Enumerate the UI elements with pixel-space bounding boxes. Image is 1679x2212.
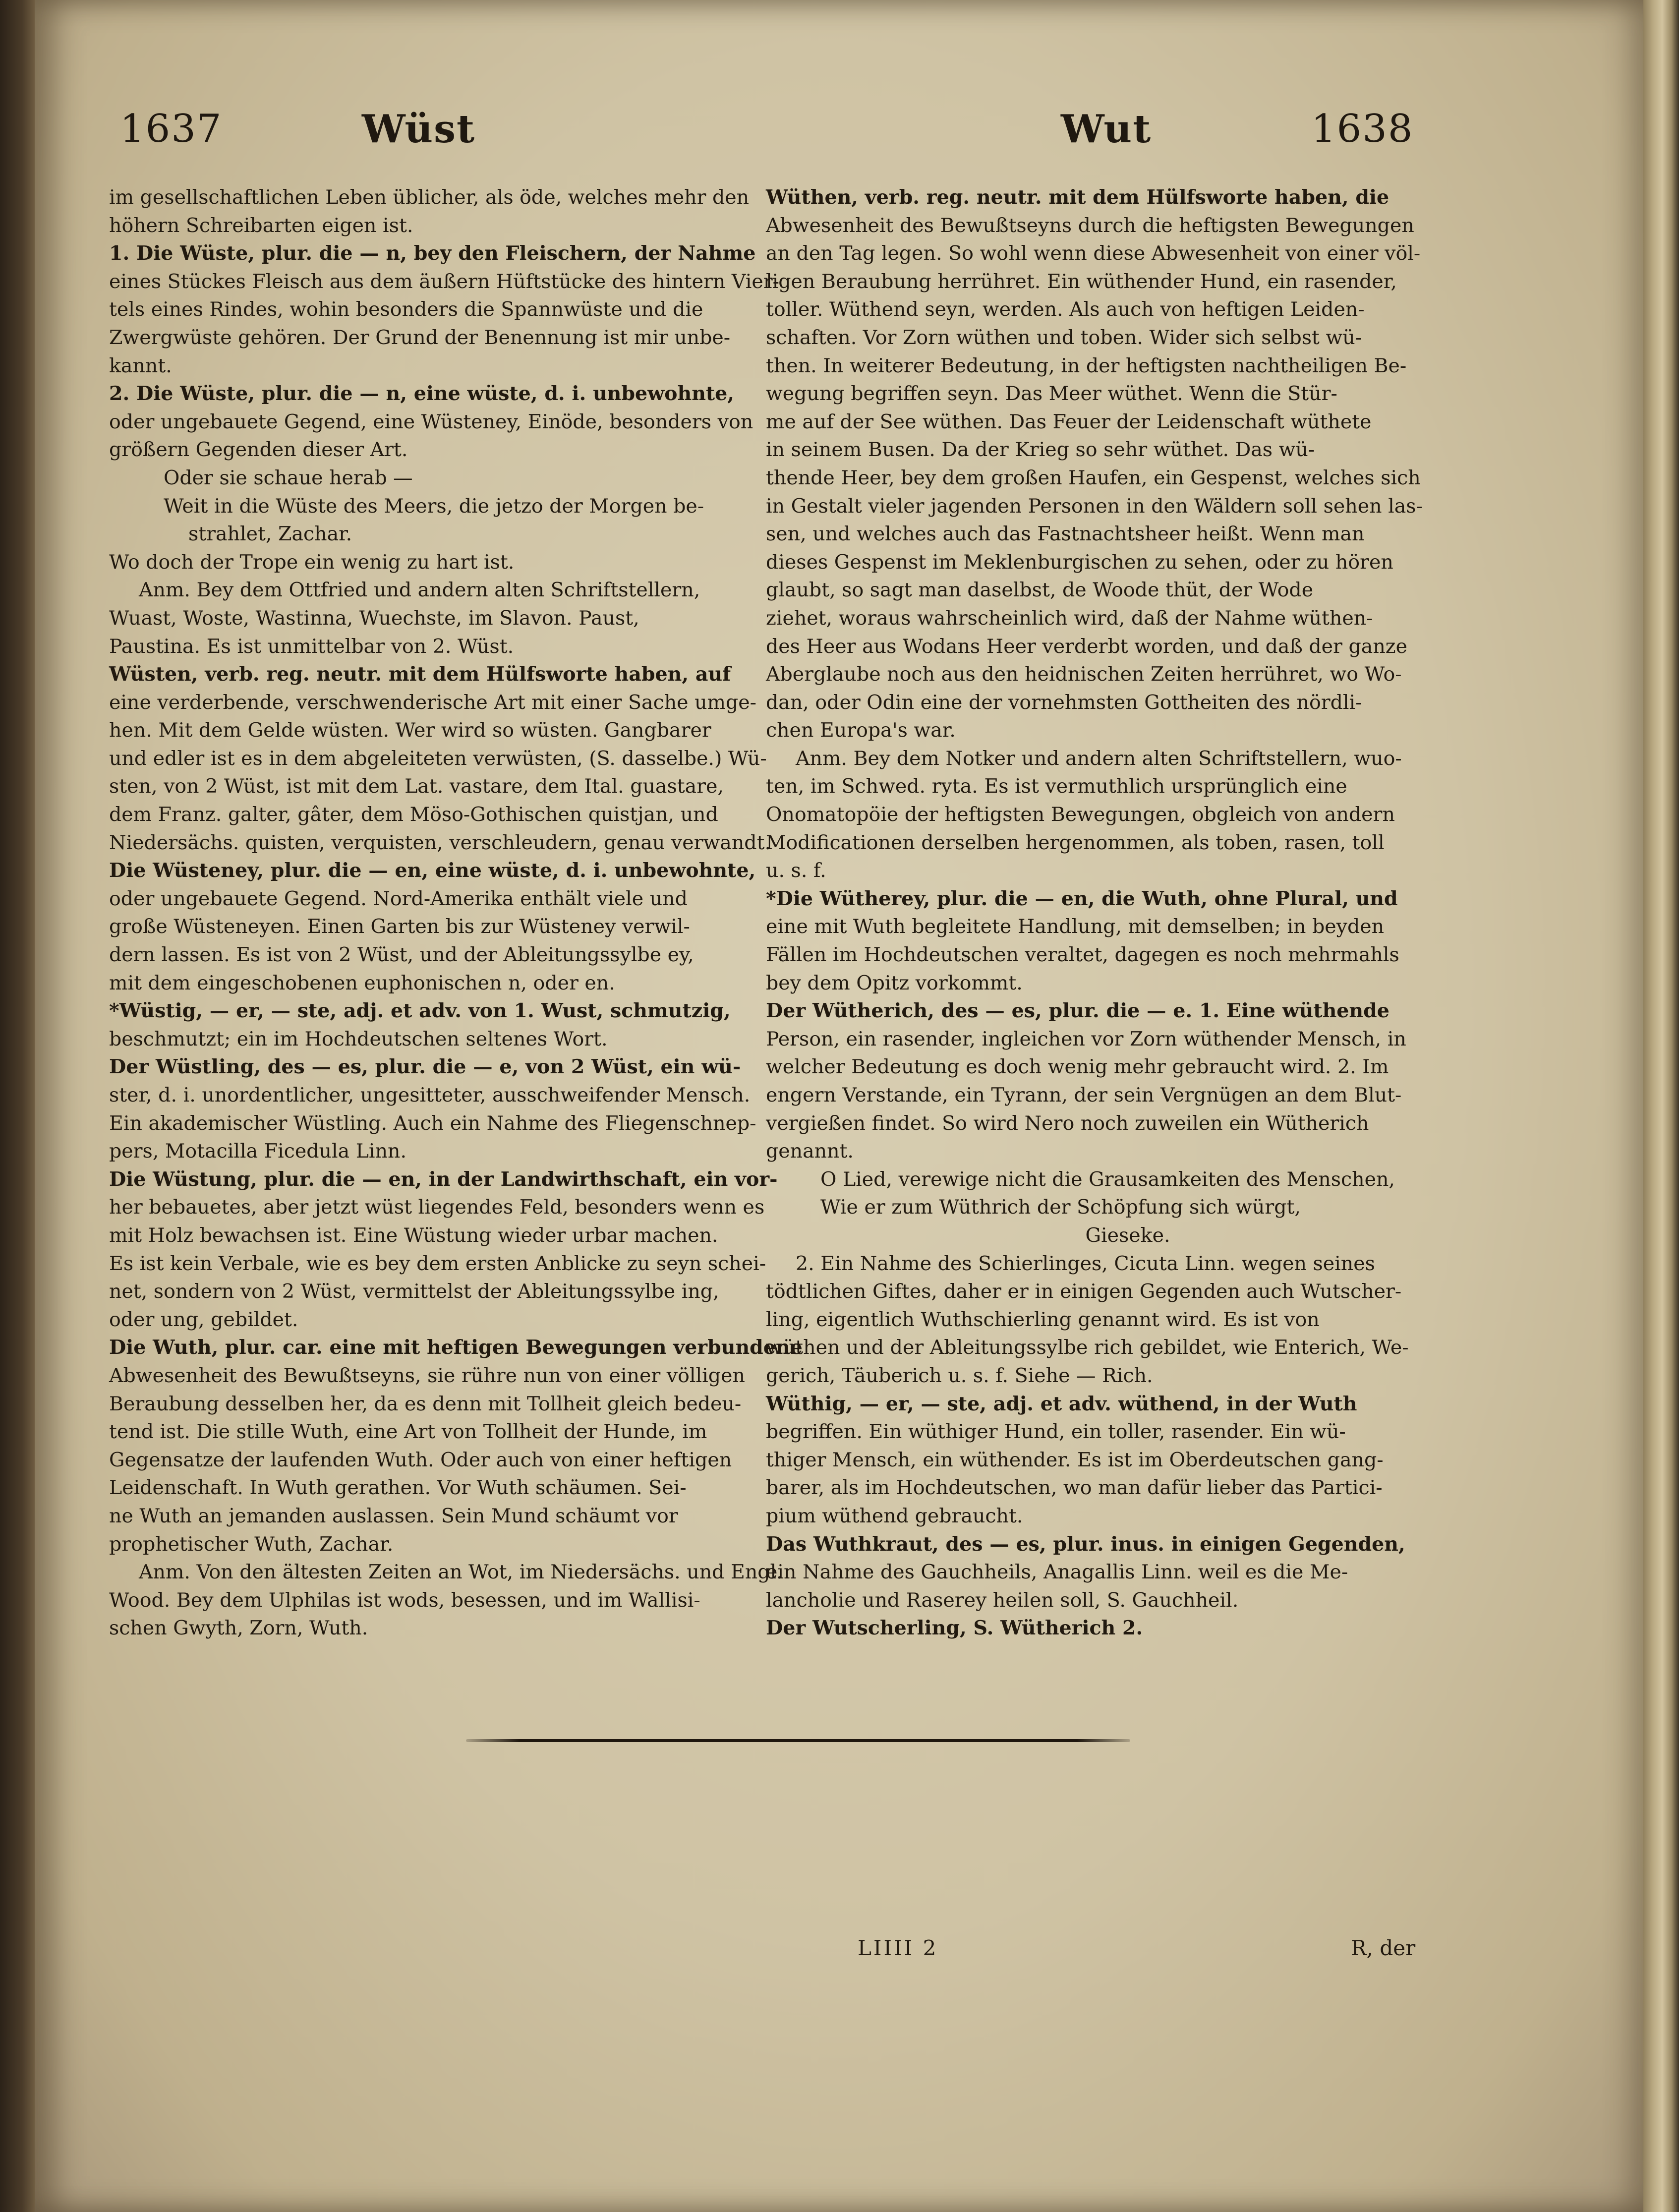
end-rule <box>466 1739 1130 1742</box>
dictionary-entry-headline: 2. Die Wüste, plur. die — n, eine wüste, d. i. unbewohnte, <box>109 382 735 406</box>
text-line: Anm. Von den ältesten Zeiten an Wot, im Niedersächs. und Engl. <box>139 1561 783 1584</box>
text-line: ne Wuth an jemanden auslassen. Sein Mund schäumt vor <box>109 1504 678 1527</box>
dictionary-entry-headline: Wüthig, — er, — ste, adj. et adv. wüthend, in der Wuth <box>766 1392 1357 1415</box>
dictionary-entry-headline: *Wüstig, — er, — ste, adj. et adv. von 1. Wust, schmutzig, <box>109 999 731 1023</box>
text-line: oder ungebauete Gegend. Nord-Amerika enthält viele und <box>109 887 688 910</box>
dictionary-entry-headline: Wüthen, verb. reg. neutr. mit dem Hülfsworte haben, die <box>766 186 1390 209</box>
text-line: O Lied, verewige nicht die Grausamkeiten des Menschen, <box>820 1167 1395 1191</box>
dictionary-entry-headline: Der Wütherich, des — es, plur. die — e. 1. Eine wüthende <box>766 999 1390 1023</box>
text-line: toller. Wüthend seyn, werden. Als auch von heftigen Leiden- <box>766 298 1365 321</box>
text-line: net, sondern von 2 Wüst, vermittelst der Ableitungssylbe ing, <box>109 1280 719 1303</box>
text-line: dem Franz. galter, gâter, dem Möso-Gothischen quistjan, und <box>109 803 718 826</box>
text-line: then. In weiterer Bedeutung, in der heftigsten nachtheiligen Be- <box>766 354 1407 377</box>
text-line: Paustina. Es ist unmittelbar von 2. Wüst. <box>109 635 514 658</box>
text-line: Zwergwüste gehören. Der Grund der Benennung ist mir unbe- <box>109 326 731 349</box>
running-header <box>35 107 1643 161</box>
left-running-head: Wüst <box>362 107 476 152</box>
dictionary-entry-headline: Das Wuthkraut, des — es, plur. inus. in einigen Gegenden, <box>766 1532 1405 1556</box>
text-line: thende Heer, bey dem großen Haufen, ein Gespenst, welches sich <box>766 466 1421 489</box>
text-line: kannt. <box>109 354 172 377</box>
text-line: hen. Mit dem Gelde wüsten. Wer wird so wüsten. Gangbarer <box>109 719 711 742</box>
text-line: des Heer aus Wodans Heer verderbt worden, und daß der ganze <box>766 635 1407 658</box>
text-line: Niedersächs. quisten, verquisten, verschleudern, genau verwandt. <box>109 831 771 854</box>
text-line: mit dem eingeschobenen euphonischen n, oder en. <box>109 971 615 994</box>
text-line: große Wüsteneyen. Einen Garten bis zur Wüsteney verwil- <box>109 915 690 938</box>
text-line: strahlet, Zachar. <box>188 523 352 546</box>
text-line: ziehet, woraus wahrscheinlich wird, daß der Nahme wüthen- <box>766 606 1373 630</box>
text-line: begriffen. Ein wüthiger Hund, ein toller, rasender. Ein wü- <box>766 1420 1346 1444</box>
text-line: schen Gwyth, Zorn, Wuth. <box>109 1617 368 1640</box>
book-page-edges <box>1642 0 1679 2212</box>
dictionary-entry-headline: Der Wutscherling, S. Wütherich 2. <box>766 1617 1143 1640</box>
text-line: Es ist kein Verbale, wie es bey dem ersten Anblicke zu seyn schei- <box>109 1252 766 1275</box>
text-line: höhern Schreibarten eigen ist. <box>109 214 413 237</box>
text-line: im gesellschaftlichen Leben üblicher, als öde, welches mehr den <box>109 186 750 209</box>
text-line: Wuast, Woste, Wastinna, Wuechste, im Slavon. Paust, <box>109 606 639 630</box>
text-line: tödtlichen Giftes, daher er in einigen Gegenden auch Wutscher- <box>766 1280 1402 1303</box>
dictionary-entry-headline: 1. Die Wüste, plur. die — n, bey den Fleischern, der Nahme <box>109 242 756 265</box>
text-line: in seinem Busen. Da der Krieg so sehr wüthet. Das wü- <box>766 438 1315 462</box>
text-line: oder ungebauete Gegend, eine Wüsteney, Einöde, besonders von <box>109 410 753 433</box>
text-line: chen Europa's war. <box>766 719 956 742</box>
text-line: wüthen und der Ableitungssylbe rich gebildet, wie Enterich, We- <box>766 1336 1409 1359</box>
text-line: Wo doch der Trope ein wenig zu hart ist. <box>109 550 515 574</box>
text-line: beschmutzt; ein im Hochdeutschen seltenes Wort. <box>109 1027 608 1050</box>
text-line: an den Tag legen. So wohl wenn diese Abwesenheit von einer völ- <box>766 242 1421 265</box>
dictionary-entry-headline: *Die Wütherey, plur. die — en, die Wuth, ohne Plural, und <box>766 887 1398 910</box>
text-line: in Gestalt vieler jagenden Personen in den Wäldern soll sehen las- <box>766 494 1423 518</box>
text-line: ling, eigentlich Wuthschierling genannt wird. Es ist von <box>766 1308 1320 1331</box>
dictionary-entry-headline: Die Wuth, plur. car. eine mit heftigen Bewegungen verbundene <box>109 1336 803 1359</box>
right-running-head: Wut <box>1061 107 1152 152</box>
left-text-column <box>109 183 823 1642</box>
text-line: oder ung, gebildet. <box>109 1308 298 1331</box>
text-line: 2. Ein Nahme des Schierlinges, Cicuta Linn. wegen seines <box>796 1252 1375 1275</box>
text-line: Weit in die Wüste des Meers, die jetzo der Morgen be- <box>164 494 704 518</box>
text-line: Abwesenheit des Bewußtseyns, sie rühre nun von einer völligen <box>109 1364 745 1387</box>
text-line: ligen Beraubung herrühret. Ein wüthender Hund, ein rasender, <box>766 270 1397 293</box>
signature-mark: LIIII 2 <box>858 1936 938 1960</box>
text-line: me auf der See wüthen. Das Feuer der Leidenschaft wüthete <box>766 410 1372 433</box>
text-line: wegung begriffen seyn. Das Meer wüthet. Wenn die Stür- <box>766 382 1337 406</box>
text-line: größern Gegenden dieser Art. <box>109 438 408 462</box>
text-line: Fällen im Hochdeutschen veraltet, dagegen es noch mehrmahls <box>766 943 1399 967</box>
text-line: engern Verstande, ein Tyrann, der sein Vergnügen an dem Blut- <box>766 1084 1402 1106</box>
dictionary-entry-headline: Die Wüsteney, plur. die — en, eine wüste, d. i. unbewohnte, <box>109 859 756 882</box>
text-line: genannt. <box>766 1140 854 1163</box>
left-page-number: 1637 <box>120 107 223 151</box>
text-line: Leidenschaft. In Wuth gerathen. Vor Wuth schäumen. Sei- <box>109 1476 687 1500</box>
catchword: R, der <box>1351 1936 1416 1960</box>
text-line: tels eines Rindes, wohin besonders die Spannwüste und die <box>109 298 703 321</box>
right-text-column <box>766 183 1490 1642</box>
text-line: barer, als im Hochdeutschen, wo man dafür lieber das Partici- <box>766 1476 1383 1500</box>
text-line: dan, oder Odin eine der vornehmsten Gottheiten des nördli- <box>766 691 1362 714</box>
dictionary-entry-headline: Die Wüstung, plur. die — en, in der Landwirthschaft, ein vor- <box>109 1167 778 1191</box>
text-line: und edler ist es in dem abgeleiteten verwüsten, (S. dasselbe.) Wü- <box>109 747 767 770</box>
text-line: Aberglaube noch aus den heidnischen Zeiten herrühret, wo Wo- <box>766 663 1402 686</box>
text-line: ten, im Schwed. ryta. Es ist vermuthlich ursprünglich eine <box>766 775 1347 798</box>
text-line: dieses Gespenst im Meklenburgischen zu sehen, oder zu hören <box>766 550 1393 574</box>
text-line: eine verderbende, verschwenderische Art mit einer Sache umge- <box>109 691 756 714</box>
text-line: bey dem Opitz vorkommt. <box>766 971 1023 994</box>
text-line: sen, und welches auch das Fastnachtsheer heißt. Wenn man <box>766 523 1365 546</box>
text-line: mit Holz bewachsen ist. Eine Wüstung wieder urbar machen. <box>109 1223 718 1247</box>
text-line: vergießen findet. So wird Nero noch zuweilen ein Wütherich <box>766 1111 1369 1135</box>
text-line: tend ist. Die stille Wuth, eine Art von Tollheit der Hunde, im <box>109 1420 707 1444</box>
text-line: Gegensatze der laufenden Wuth. Oder auch von einer heftigen <box>109 1448 732 1471</box>
text-line: welcher Bedeutung es doch wenig mehr gebraucht wird. 2. Im <box>766 1055 1389 1079</box>
text-line: thiger Mensch, ein wüthender. Es ist im Oberdeutschen gang- <box>766 1448 1384 1471</box>
dictionary-entry-headline: Der Wüstling, des — es, plur. die — e, von 2 Wüst, ein wü- <box>109 1055 741 1079</box>
text-line: dern lassen. Es ist von 2 Wüst, und der Ableitungssylbe ey, <box>109 943 694 967</box>
text-line: Onomatopöie der heftigsten Bewegungen, obgleich von andern <box>766 803 1395 826</box>
text-line: Oder sie schaue herab — <box>164 466 413 489</box>
text-line: Anm. Bey dem Ottfried und andern alten Schriftstellern, <box>139 579 700 602</box>
text-line: Wood. Bey dem Ulphilas ist wods, besessen, und im Wallisi- <box>109 1588 700 1612</box>
text-line: u. s. f. <box>766 859 826 882</box>
text-line: Modificationen derselben hergenommen, als toben, rasen, toll <box>766 831 1385 854</box>
text-line: lancholie und Raserey heilen soll, S. Gauchheil. <box>766 1588 1239 1612</box>
text-line: ein Nahme des Gauchheils, Anagallis Linn. weil es die Me- <box>766 1561 1348 1584</box>
dictionary-entry-headline: Wüsten, verb. reg. neutr. mit dem Hülfsworte haben, auf <box>109 663 731 686</box>
right-page-number: 1638 <box>1311 107 1414 151</box>
text-line: ster, d. i. unordentlicher, ungesitteter, ausschweifender Mensch. <box>109 1084 751 1106</box>
text-line: her bebauetes, aber jetzt wüst liegendes Feld, besonders wenn es <box>109 1196 765 1219</box>
text-line: Anm. Bey dem Notker und andern alten Schriftstellern, wuo- <box>796 747 1402 770</box>
text-line: schaften. Vor Zorn wüthen und toben. Wider sich selbst wü- <box>766 326 1362 349</box>
text-line: Person, ein rasender, ingleichen vor Zorn wüthender Mensch, in <box>766 1027 1406 1050</box>
text-line: eine mit Wuth begleitete Handlung, mit demselben; in beyden <box>766 915 1385 938</box>
text-line: pium wüthend gebraucht. <box>766 1504 1023 1527</box>
text-line: prophetischer Wuth, Zachar. <box>109 1532 394 1556</box>
text-line: Gieseke. <box>1085 1223 1170 1247</box>
text-line: gerich, Täuberich u. s. f. Siehe — Rich. <box>766 1364 1153 1387</box>
text-line: sten, von 2 Wüst, ist mit dem Lat. vastare, dem Ital. guastare, <box>109 775 724 798</box>
text-line: Ein akademischer Wüstling. Auch ein Nahme des Fliegenschnep- <box>109 1111 756 1135</box>
book-page <box>35 0 1643 2212</box>
text-line: eines Stückes Fleisch aus dem äußern Hüftstücke des hintern Vier- <box>109 270 779 293</box>
text-line: Beraubung desselben her, da es denn mit Tollheit gleich bedeu- <box>109 1392 742 1415</box>
text-line: pers, Motacilla Ficedula Linn. <box>109 1140 407 1163</box>
text-line: Abwesenheit des Bewußtseyns durch die heftigsten Bewegungen <box>766 214 1414 237</box>
text-line: glaubt, so sagt man daselbst, de Woode thüt, der Wode <box>766 579 1314 602</box>
text-line: Wie er zum Wüthrich der Schöpfung sich würgt, <box>820 1196 1301 1219</box>
